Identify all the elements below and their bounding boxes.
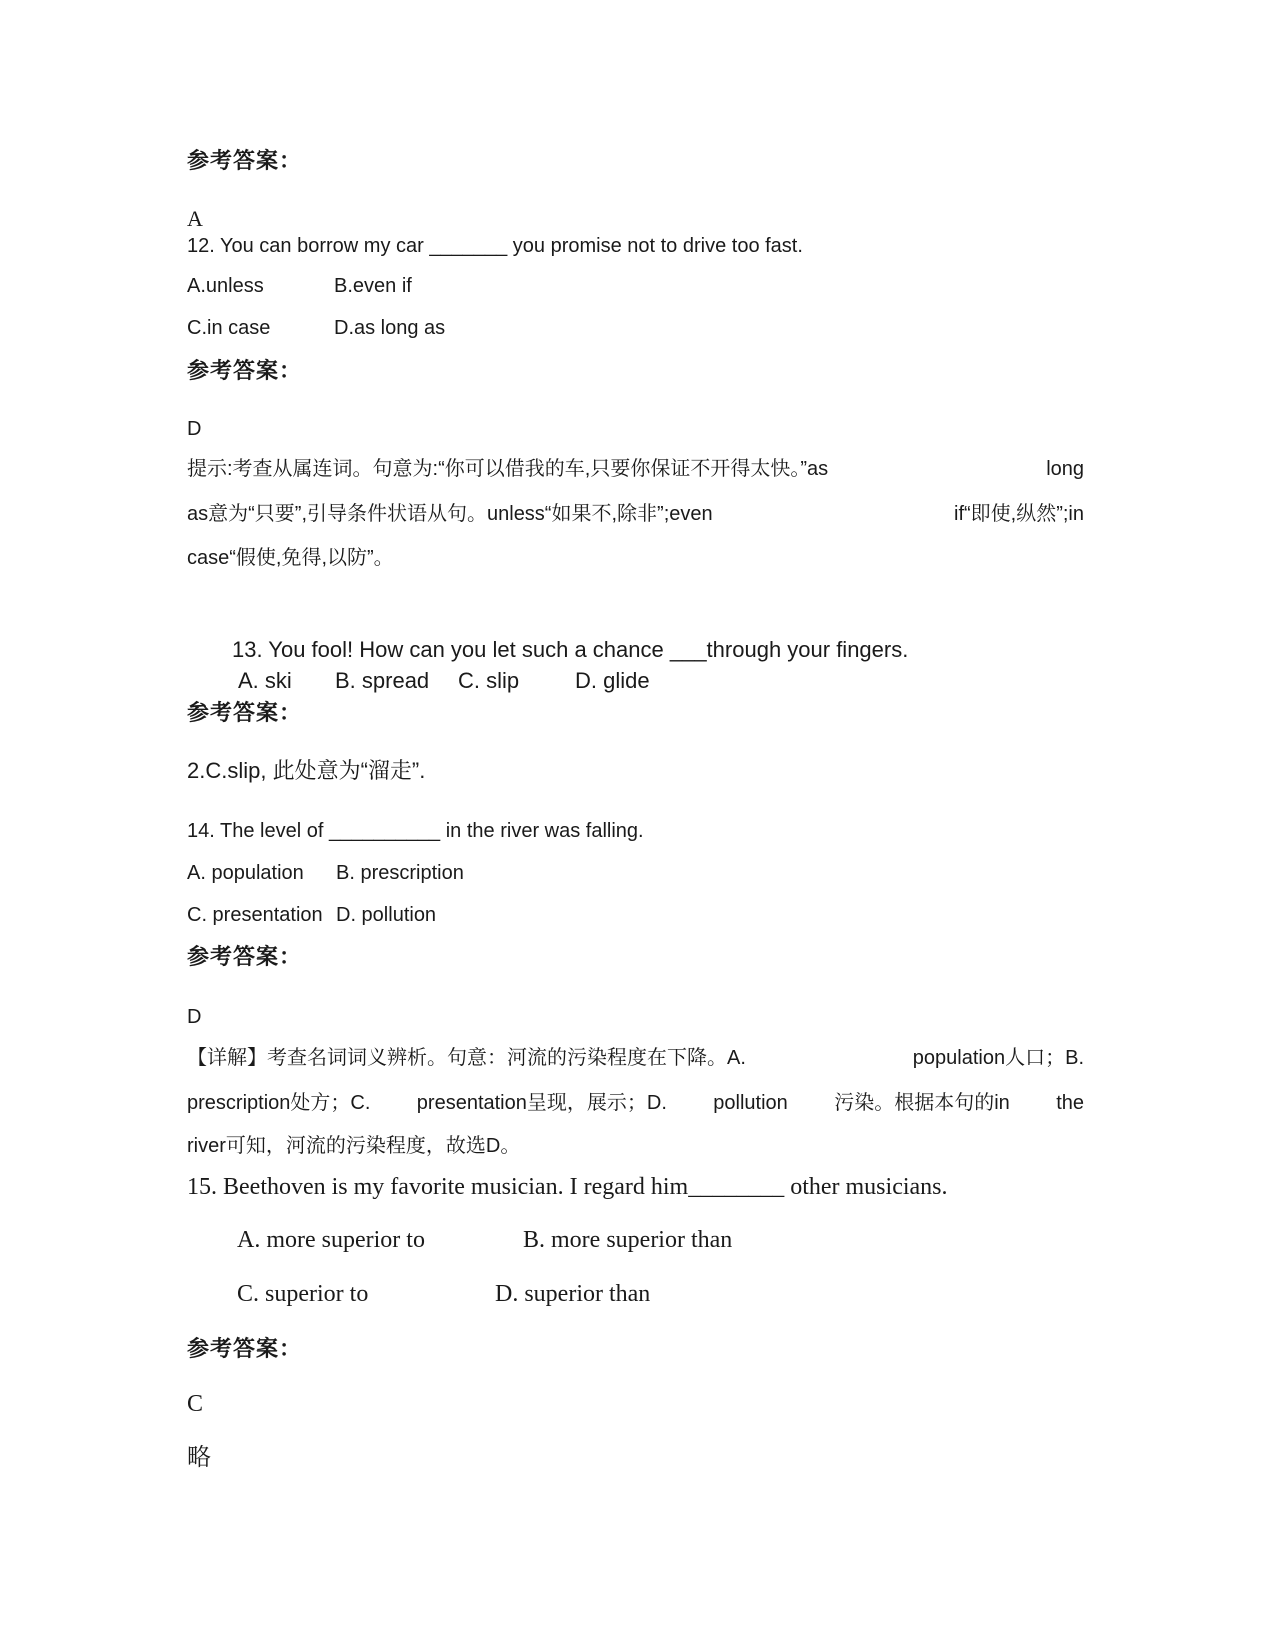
q13-answer: 2.C.slip, 此处意为“溜走”. <box>187 758 426 783</box>
q12-stem: 12. You can borrow my car _______ you promise not to drive too fast. <box>187 235 803 257</box>
q12-explanation-line1 <box>187 455 1084 483</box>
q14-option-d: D. pollution <box>336 904 437 926</box>
q14-explanation-text: 污染。根据本句的in <box>834 1092 1010 1114</box>
q13-stem: 13. You fool! How can you let such a chance ___through your fingers. <box>232 637 909 662</box>
q15-note: 略 <box>187 1443 211 1471</box>
q14-option-b: B. prescription <box>336 862 464 884</box>
answer-heading: 参考答案： <box>187 701 303 726</box>
q12-explanation-line3: case“假使,免得,以防”。 <box>187 547 394 569</box>
q15-option-c: C. superior to <box>237 1281 369 1307</box>
q14-explanation-text: prescription处方；C. <box>187 1092 371 1114</box>
q15-option-b: B. more superior than <box>523 1227 733 1253</box>
answer-heading: 参考答案： <box>187 149 303 174</box>
q12-explanation-text: long <box>1046 458 1084 480</box>
answer-heading: 参考答案： <box>187 1337 303 1362</box>
q12-option-b: B.even if <box>334 275 412 297</box>
q14-explanation-text: population人口；B. <box>912 1047 1084 1069</box>
q15-stem: 15. Beethoven is my favorite musician. I regard him________ other musicians. <box>187 1174 948 1200</box>
q14-explanation-text: 【详解】考查名词词义辨析。句意：河流的污染程度在下降。A. <box>187 1047 746 1069</box>
answer-heading: 参考答案： <box>187 945 303 970</box>
q14-explanation-line2 <box>187 1089 1084 1117</box>
q12-explanation-text: 提示:考查从属连词。句意为:“你可以借我的车,只要你保证不开得太快。”as <box>187 458 829 480</box>
q12-explanation-line2 <box>187 500 1084 528</box>
q14-explanation-text: the <box>1056 1092 1084 1114</box>
q15-option-a: A. more superior to <box>237 1227 425 1253</box>
q14-explanation-text: pollution <box>713 1092 788 1114</box>
q15-answer: C <box>187 1391 204 1417</box>
q14-explanation-text: presentation呈现，展示；D. <box>416 1092 667 1114</box>
q14-stem: 14. The level of __________ in the river was falling. <box>187 820 644 842</box>
q14-answer: D <box>187 1006 202 1028</box>
q12-explanation-text: if“即使,纵然”;in <box>954 503 1084 525</box>
q12-option-d: D.as long as <box>334 317 446 339</box>
q12-option-a: A.unless <box>187 275 264 297</box>
q14-option-c: C. presentation <box>187 904 323 926</box>
q13-option-b: B. spread <box>335 668 430 693</box>
q15-option-d: D. superior than <box>495 1281 651 1307</box>
q12-option-c: C.in case <box>187 317 271 339</box>
q14-explanation-line3: river可知，河流的污染程度，故选D。 <box>187 1135 521 1157</box>
answer-heading: 参考答案： <box>187 359 303 384</box>
q12-explanation-text: as意为“只要”,引导条件状语从句。unless“如果不,除非”;even <box>187 503 713 525</box>
q13-option-d: D. glide <box>575 668 650 693</box>
q14-explanation-line1 <box>187 1044 1084 1072</box>
q14-option-a: A. population <box>187 862 304 884</box>
q11-answer: A <box>187 206 203 231</box>
q13-option-c: C. slip <box>458 668 520 693</box>
q13-option-a: A. ski <box>238 668 292 693</box>
q12-answer: D <box>187 418 202 440</box>
